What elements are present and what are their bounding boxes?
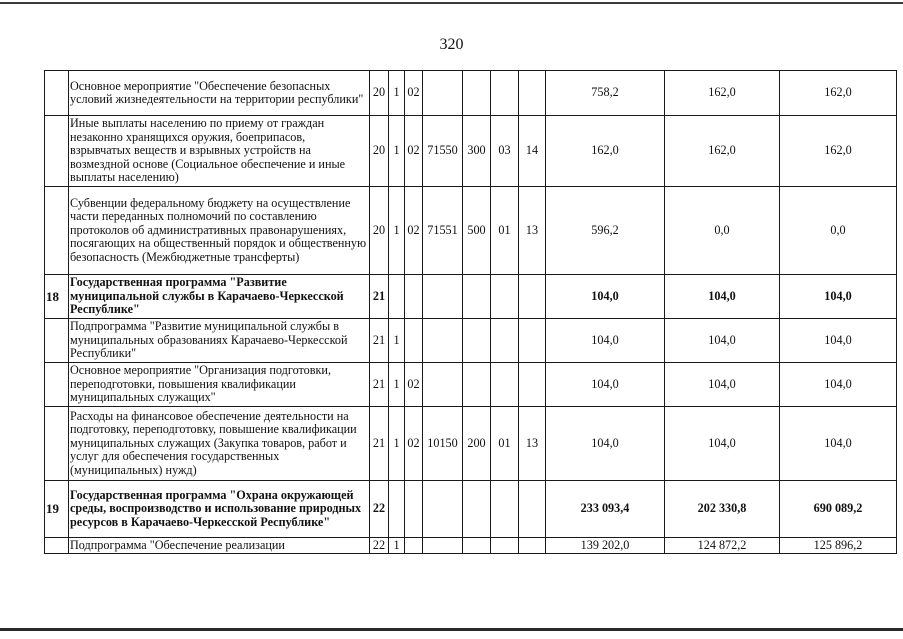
code-section (491, 71, 519, 116)
amount-year-2: 202 330,8 (665, 481, 780, 538)
code-subsection (519, 71, 546, 116)
amount-year-1: 104,0 (546, 319, 665, 363)
amount-year-1: 596,2 (546, 187, 665, 275)
code-section (491, 319, 519, 363)
code-subprogram: 1 (389, 538, 405, 554)
row-name: Расходы на финансовое обеспечение деятельности на подготовку, переподготовку, повышение квалификации муниципальных служащих (Закупка товаров, работ и услуг для обеспечения государственных (муниципальных) нужд) (69, 407, 370, 481)
code-activity (405, 538, 423, 554)
code-direction: 71550 (423, 116, 463, 187)
row-name: Государственная программа "Охрана окружающей среды, воспроизводство и использование природных ресурсов в Карачаево-Черкесской Республике" (69, 481, 370, 538)
amount-year-3: 162,0 (780, 116, 897, 187)
table-row (45, 481, 897, 538)
code-program: 21 (370, 407, 389, 481)
row-number (45, 116, 69, 187)
scan-edge-bottom (0, 628, 903, 631)
code-direction (423, 538, 463, 554)
row-number (45, 187, 69, 275)
row-number (45, 363, 69, 407)
code-expense-type (463, 481, 491, 538)
code-subprogram: 1 (389, 116, 405, 187)
code-direction: 71551 (423, 187, 463, 275)
code-expense-type: 200 (463, 407, 491, 481)
amount-year-1: 162,0 (546, 116, 665, 187)
code-subsection (519, 275, 546, 319)
code-expense-type: 500 (463, 187, 491, 275)
row-number (45, 538, 69, 554)
amount-year-3: 104,0 (780, 363, 897, 407)
amount-year-3: 104,0 (780, 319, 897, 363)
code-subprogram: 1 (389, 407, 405, 481)
amount-year-2: 162,0 (665, 71, 780, 116)
code-expense-type (463, 71, 491, 116)
amount-year-3: 104,0 (780, 275, 897, 319)
table-row (45, 319, 897, 363)
scan-edge-top (0, 2, 903, 4)
row-number: 18 (45, 275, 69, 319)
table-row (45, 116, 897, 187)
code-program: 21 (370, 275, 389, 319)
row-name: Субвенции федеральному бюджету на осуществление части переданных полномочий по составлению протоколов об административных правонарушениях, посягающих на общественный порядок и общественную безопасность (Межбюджетные трансферты) (69, 187, 370, 275)
row-name: Иные выплаты населению по приему от граждан незаконно хранящихся оружия, боеприпасов, взрывчатых веществ и взрывных устройств на возмездной основе (Социальное обеспечение и иные выплаты населению) (69, 116, 370, 187)
code-section (491, 275, 519, 319)
amount-year-3: 104,0 (780, 407, 897, 481)
code-direction (423, 71, 463, 116)
code-section (491, 538, 519, 554)
table-row (45, 538, 897, 554)
code-program: 21 (370, 363, 389, 407)
code-subprogram: 1 (389, 363, 405, 407)
row-name: Подпрограмма "Развитие муниципальной службы в муниципальных образованиях Карачаево-Черкесской Республики" (69, 319, 370, 363)
budget-table (44, 70, 897, 554)
code-section: 03 (491, 116, 519, 187)
amount-year-1: 139 202,0 (546, 538, 665, 554)
code-expense-type (463, 538, 491, 554)
code-subsection (519, 319, 546, 363)
code-subprogram (389, 481, 405, 538)
code-direction (423, 363, 463, 407)
row-name: Основное мероприятие "Организация подготовки, переподготовки, повышения квалификации муниципальных служащих" (69, 363, 370, 407)
code-direction (423, 481, 463, 538)
amount-year-1: 758,2 (546, 71, 665, 116)
amount-year-1: 233 093,4 (546, 481, 665, 538)
code-section (491, 481, 519, 538)
page-number: 320 (439, 36, 464, 53)
code-activity: 02 (405, 71, 423, 116)
amount-year-3: 162,0 (780, 71, 897, 116)
amount-year-2: 104,0 (665, 407, 780, 481)
amount-year-1: 104,0 (546, 363, 665, 407)
row-name: Государственная программа "Развитие муниципальной службы в Карачаево-Черкесской Республике" (69, 275, 370, 319)
code-subsection: 14 (519, 116, 546, 187)
code-program: 20 (370, 71, 389, 116)
amount-year-2: 162,0 (665, 116, 780, 187)
code-subprogram (389, 275, 405, 319)
code-expense-type (463, 319, 491, 363)
code-direction: 10150 (423, 407, 463, 481)
table-row (45, 187, 897, 275)
row-number (45, 319, 69, 363)
code-program: 22 (370, 538, 389, 554)
code-subprogram: 1 (389, 71, 405, 116)
code-section: 01 (491, 187, 519, 275)
code-subsection (519, 538, 546, 554)
code-subsection: 13 (519, 187, 546, 275)
table-row (45, 71, 897, 116)
amount-year-2: 124 872,2 (665, 538, 780, 554)
amount-year-3: 0,0 (780, 187, 897, 275)
table-row (45, 275, 897, 319)
code-section (491, 363, 519, 407)
code-expense-type: 300 (463, 116, 491, 187)
row-name: Основное мероприятие "Обеспечение безопасных условий жизнедеятельности на территории республики" (69, 71, 370, 116)
code-section: 01 (491, 407, 519, 481)
table-row (45, 407, 897, 481)
code-program: 20 (370, 187, 389, 275)
code-activity: 02 (405, 407, 423, 481)
amount-year-2: 104,0 (665, 275, 780, 319)
amount-year-1: 104,0 (546, 275, 665, 319)
amount-year-3: 125 896,2 (780, 538, 897, 554)
table-row (45, 363, 897, 407)
row-number (45, 407, 69, 481)
code-expense-type (463, 275, 491, 319)
amount-year-2: 104,0 (665, 319, 780, 363)
amount-year-2: 104,0 (665, 363, 780, 407)
amount-year-1: 104,0 (546, 407, 665, 481)
amount-year-2: 0,0 (665, 187, 780, 275)
code-subprogram: 1 (389, 319, 405, 363)
row-number: 19 (45, 481, 69, 538)
row-number (45, 71, 69, 116)
code-program: 22 (370, 481, 389, 538)
code-activity (405, 275, 423, 319)
code-activity (405, 481, 423, 538)
code-direction (423, 275, 463, 319)
code-activity: 02 (405, 363, 423, 407)
code-activity: 02 (405, 116, 423, 187)
code-direction (423, 319, 463, 363)
code-expense-type (463, 363, 491, 407)
code-subprogram: 1 (389, 187, 405, 275)
amount-year-3: 690 089,2 (780, 481, 897, 538)
code-program: 20 (370, 116, 389, 187)
code-subsection (519, 363, 546, 407)
code-subsection (519, 481, 546, 538)
code-subsection: 13 (519, 407, 546, 481)
code-activity: 02 (405, 187, 423, 275)
code-activity (405, 319, 423, 363)
row-name: Подпрограмма "Обеспечение реализации (69, 538, 370, 554)
code-program: 21 (370, 319, 389, 363)
